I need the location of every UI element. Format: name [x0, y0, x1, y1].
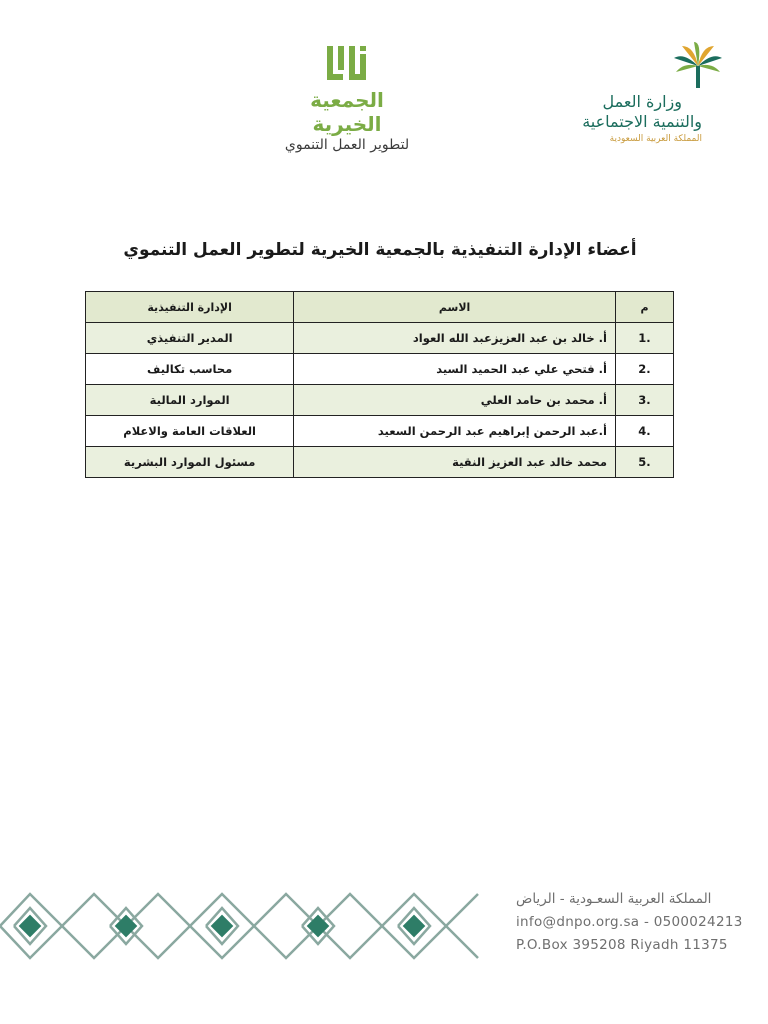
table-header-row [86, 292, 674, 323]
palm-tree-icon [670, 42, 726, 92]
members-table [85, 291, 674, 478]
row-number: 1. [615, 323, 673, 354]
row-role: مسئول الموارد البشرية [86, 447, 294, 478]
association-subtitle: لتطوير العمل التنموي [284, 137, 410, 153]
ministry-logo [582, 42, 730, 152]
row-role: العلاقات العامة والاعلام [86, 416, 294, 447]
header-role: الإدارة التنفيذية [86, 292, 294, 323]
table-row [86, 447, 674, 478]
footer-email-phone[interactable]: info@dnpo.org.sa - 0500024213 [516, 914, 743, 930]
row-number: 4. [615, 416, 673, 447]
table-row [86, 323, 674, 354]
row-number: 3. [615, 385, 673, 416]
ministry-name-line2: والتنمية الاجتماعية [582, 112, 702, 131]
row-name: أ. فتحي علي عبد الحميد السيد [294, 354, 616, 385]
ministry-name-line1: وزارة العمل [602, 92, 682, 111]
table-row [86, 354, 674, 385]
association-emblem-icon [325, 44, 369, 84]
row-role: المدير التنفيذي [86, 323, 294, 354]
row-name: أ. محمد بن حامد العلي [294, 385, 616, 416]
table-row [86, 385, 674, 416]
footer-diamond-pattern [0, 886, 490, 966]
ministry-country: المملكة العربية السعودية [609, 134, 702, 144]
document-title: أعضاء الإدارة التنفيذية بالجمعية الخيرية لتطوير العمل التنموي [123, 240, 637, 260]
row-role: محاسب تكاليف [86, 354, 294, 385]
header-name: الاسم [294, 292, 616, 323]
row-role: الموارد المالية [86, 385, 294, 416]
association-name: الجمعية الخيرية [310, 88, 384, 136]
footer-contact [516, 888, 756, 957]
row-name: أ. خالد بن عبد العزيزعبد الله العواد [294, 323, 616, 354]
row-number: 5. [615, 447, 673, 478]
row-name: أ.عبد الرحمن إبراهيم عبد الرحمن السعيد [294, 416, 616, 447]
footer-address: المملكة العربية السعـودية - الرياض [516, 891, 712, 907]
table-row [86, 416, 674, 447]
row-number: 2. [615, 354, 673, 385]
association-logo [282, 44, 412, 153]
footer-pobox: P.O.Box 395208 Riyadh 11375 [516, 937, 728, 953]
row-name: محمد خالد عبد العزيز النقية [294, 447, 616, 478]
header-number: م [615, 292, 673, 323]
